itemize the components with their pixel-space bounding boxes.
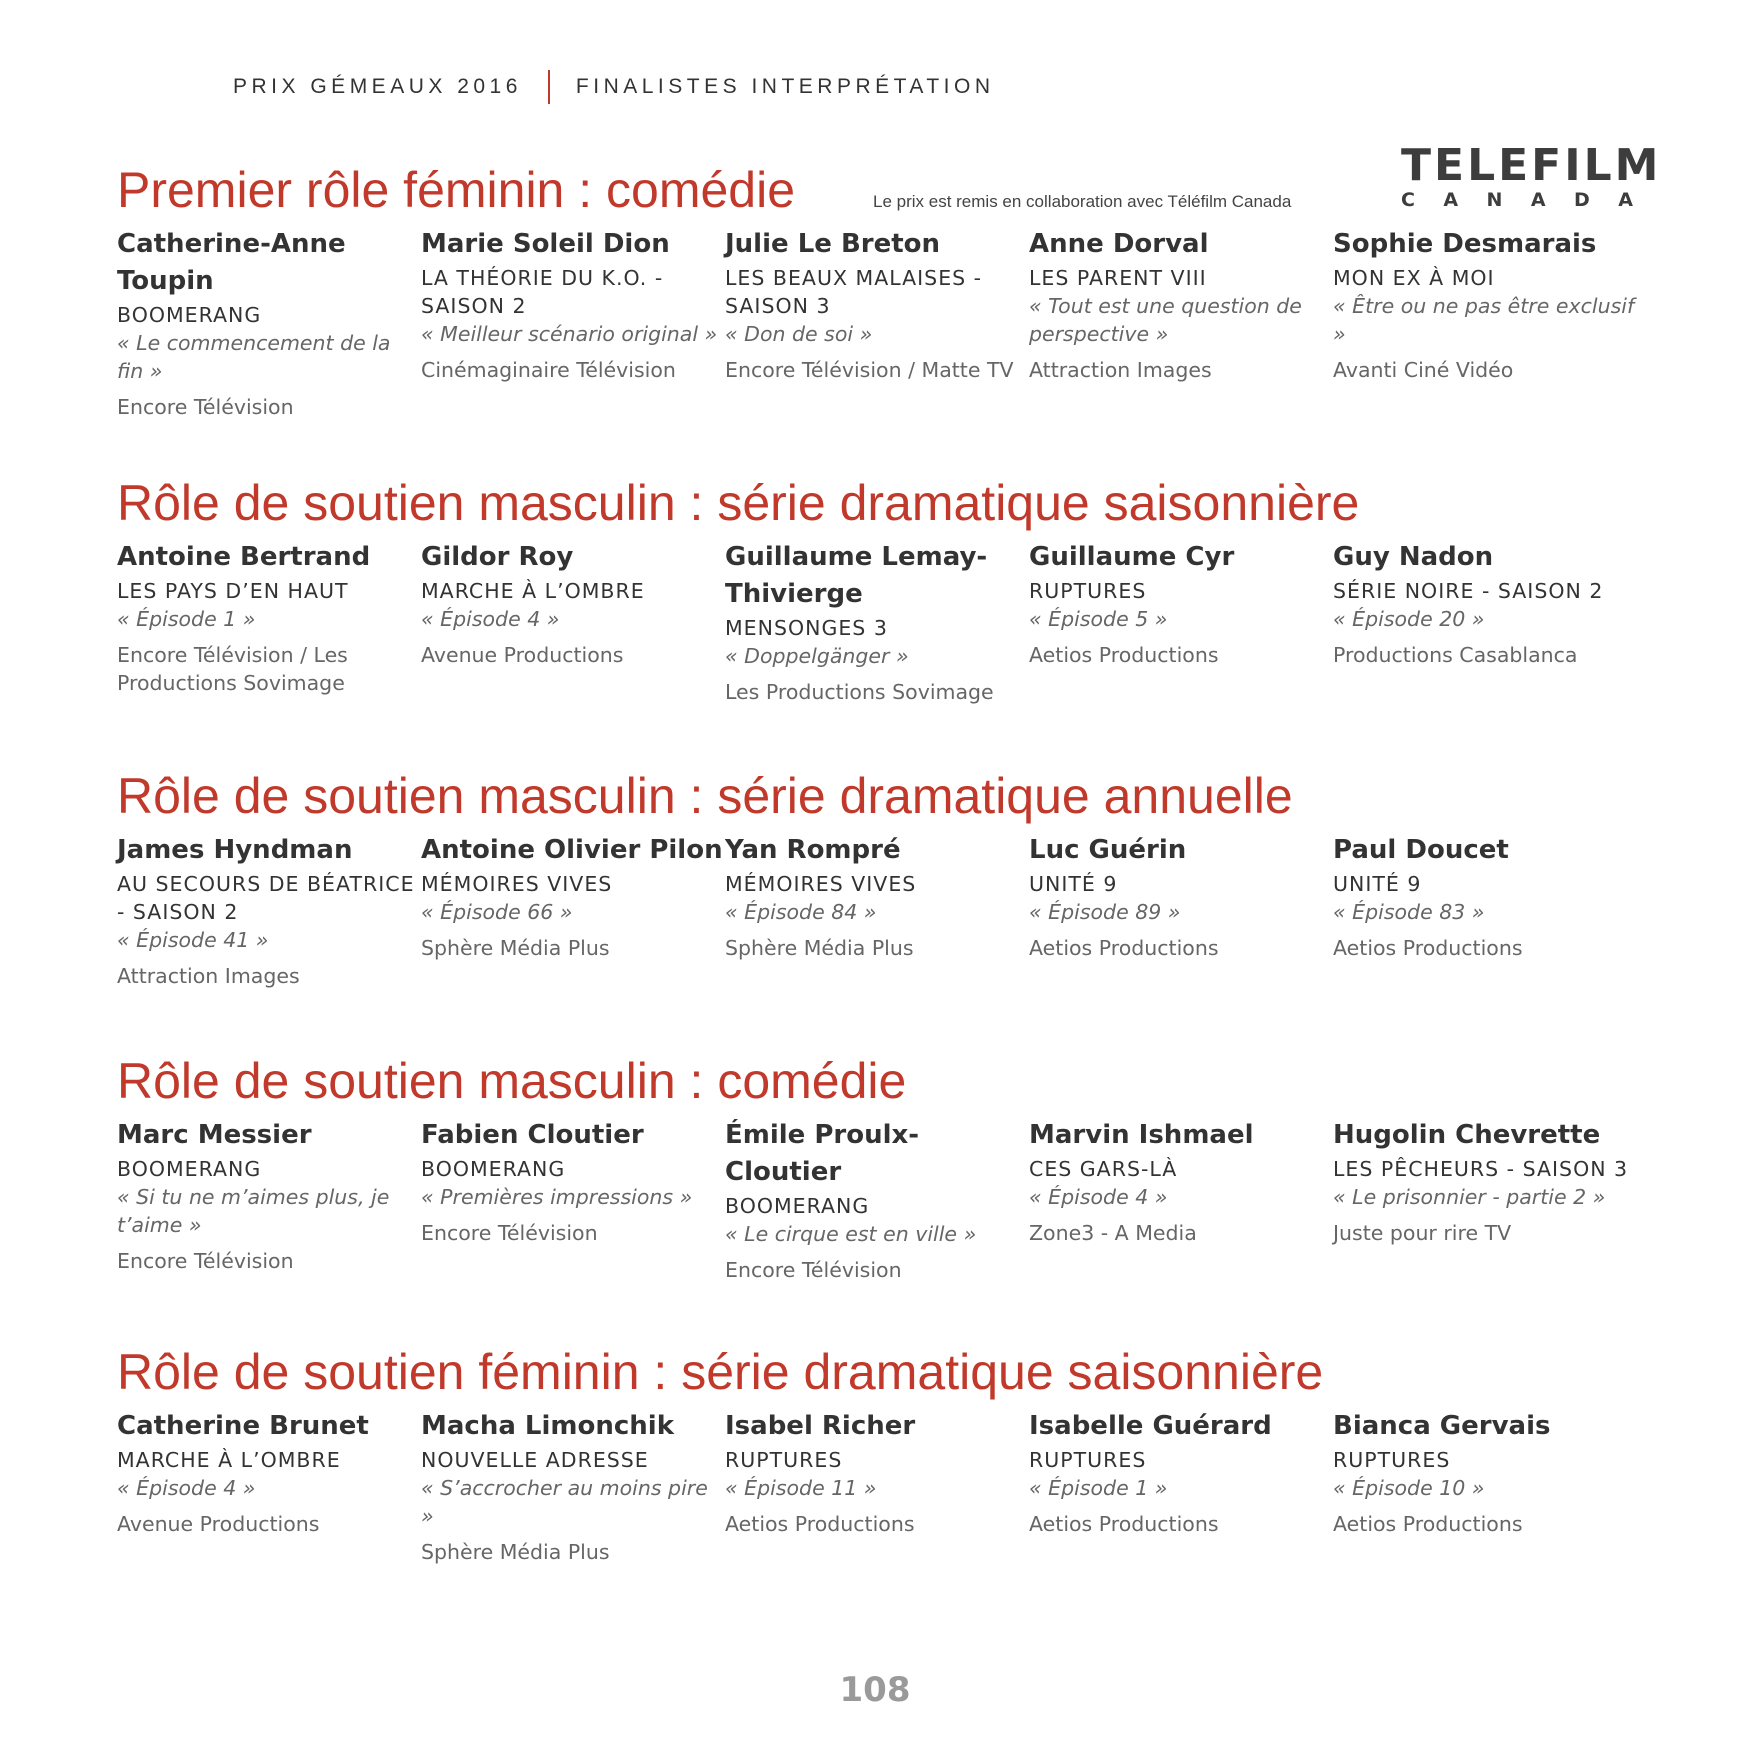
nominee-card: [1333, 1117, 1637, 1284]
nominee-card: [421, 832, 725, 990]
show-title: RUPTURES: [725, 1448, 843, 1472]
nominee-card: [725, 539, 1029, 706]
episode-title: « Épisode 1 »: [117, 607, 256, 631]
show-title: BOOMERANG: [421, 1157, 566, 1181]
nominee-name: Macha Limonchik: [421, 1411, 675, 1441]
nominee-name: Marie Soleil Dion: [421, 229, 670, 259]
show-title: SÉRIE NOIRE - SAISON 2: [1333, 579, 1604, 603]
nominee-card: [1333, 832, 1637, 990]
nominee-card: [1029, 832, 1333, 990]
nominee-name: James Hyndman: [117, 835, 353, 865]
episode-title: « Épisode 4 »: [1029, 1185, 1168, 1209]
show-title: LES PARENT VIII: [1029, 266, 1207, 290]
producer-name: Avenue Productions: [421, 643, 624, 667]
collaboration-note: Le prix est remis en collaboration avec Téléfilm Canada: [873, 192, 1292, 211]
episode-title: « Le commencement de la fin »: [117, 331, 391, 383]
producer-name: Sphère Média Plus: [725, 936, 914, 960]
episode-title: « Meilleur scénario original »: [421, 322, 718, 346]
producer-name: Aetios Productions: [725, 1512, 915, 1536]
episode-title: « Épisode 10 »: [1333, 1476, 1485, 1500]
producer-name: Aetios Productions: [1029, 1512, 1219, 1536]
show-title: UNITÉ 9: [1029, 872, 1118, 896]
episode-title: « Épisode 41 »: [117, 928, 269, 952]
nominee-name: Marvin Ishmael: [1029, 1120, 1254, 1150]
show-title: RUPTURES: [1029, 1448, 1147, 1472]
nominee-name: Bianca Gervais: [1333, 1411, 1551, 1441]
nominee-card: [1029, 1408, 1333, 1566]
nominee-card: [725, 1408, 1029, 1566]
nominee-name: Marc Messier: [117, 1120, 312, 1150]
producer-name: Les Productions Sovimage: [725, 680, 994, 704]
show-title: LA THÉORIE DU K.O. - SAISON 2: [421, 266, 664, 318]
show-title: MÉMOIRES VIVES: [421, 872, 613, 896]
episode-title: « Être ou ne pas être exclusif »: [1333, 294, 1635, 346]
nominee-card: [1333, 226, 1637, 421]
category-section: [117, 473, 1637, 706]
category-section: [117, 160, 1637, 421]
episode-title: « Épisode 83 »: [1333, 900, 1485, 924]
episode-title: « Doppelgänger »: [725, 644, 909, 668]
nominee-name: Catherine Brunet: [117, 1411, 369, 1441]
nominee-row: [117, 226, 1637, 421]
episode-title: « Épisode 4 »: [117, 1476, 256, 1500]
logo-letter: C: [1401, 189, 1415, 211]
show-title: RUPTURES: [1333, 1448, 1451, 1472]
nominee-card: [117, 1408, 421, 1566]
producer-name: Encore Télévision: [421, 1221, 598, 1245]
nominee-card: [117, 1117, 421, 1284]
nominee-card: [117, 539, 421, 706]
nominee-name: Catherine-Anne Toupin: [117, 229, 346, 296]
logo-letter: N: [1486, 189, 1503, 211]
show-title: RUPTURES: [1029, 579, 1147, 603]
episode-title: « Premières impressions »: [421, 1185, 693, 1209]
show-title: MARCHE À L’OMBRE: [117, 1448, 341, 1472]
nominee-name: Antoine Bertrand: [117, 542, 371, 572]
nominee-name: Isabelle Guérard: [1029, 1411, 1272, 1441]
producer-name: Attraction Images: [1029, 358, 1212, 382]
episode-title: « Don de soi »: [725, 322, 873, 346]
show-title: LES PÊCHEURS - SAISON 3: [1333, 1157, 1629, 1181]
episode-title: « Épisode 1 »: [1029, 1476, 1168, 1500]
logo-letter: A: [1530, 189, 1546, 211]
category-title: Rôle de soutien masculin : série dramatique saisonnière: [117, 475, 1360, 531]
nominee-card: [1029, 539, 1333, 706]
episode-title: « Le cirque est en ville »: [725, 1222, 977, 1246]
nominee-name: Paul Doucet: [1333, 835, 1509, 865]
nominee-card: [421, 226, 725, 421]
show-title: BOOMERANG: [725, 1194, 870, 1218]
episode-title: « Épisode 84 »: [725, 900, 877, 924]
episode-title: « Le prisonnier - partie 2 »: [1333, 1185, 1606, 1209]
show-title: BOOMERANG: [117, 1157, 262, 1181]
nominee-row: [117, 832, 1637, 990]
show-title: UNITÉ 9: [1333, 872, 1422, 896]
producer-name: Aetios Productions: [1029, 936, 1219, 960]
producer-name: Sphère Média Plus: [421, 936, 610, 960]
show-title: MENSONGES 3: [725, 616, 888, 640]
nominee-card: [1029, 1117, 1333, 1284]
nominee-name: Guillaume Lemay-Thivierge: [725, 542, 988, 609]
producer-name: Zone3 - A Media: [1029, 1221, 1197, 1245]
nominee-row: [117, 539, 1637, 706]
header-divider: [548, 70, 550, 104]
show-title: LES BEAUX MALAISES - SAISON 3: [725, 266, 983, 318]
nominee-card: [421, 1117, 725, 1284]
nominee-card: [117, 226, 421, 421]
episode-title: « Épisode 4 »: [421, 607, 560, 631]
producer-name: Attraction Images: [117, 964, 300, 988]
category-title: Premier rôle féminin : comédie: [117, 162, 796, 218]
nominee-card: [1333, 1408, 1637, 1566]
producer-name: Encore Télévision / Matte TV: [725, 358, 1014, 382]
producer-name: Encore Télévision: [117, 1249, 294, 1273]
nominee-card: [725, 226, 1029, 421]
show-title: MON EX À MOI: [1333, 266, 1495, 290]
producer-name: Encore Télévision: [725, 1258, 902, 1282]
nominee-name: Antoine Olivier Pilon: [421, 835, 723, 865]
nominee-name: Guy Nadon: [1333, 542, 1494, 572]
episode-title: « Épisode 66 »: [421, 900, 573, 924]
header-event-title: PRIX GÉMEAUX 2016: [233, 75, 522, 98]
nominee-card: [1333, 539, 1637, 706]
header-section-title: FINALISTES INTERPRÉTATION: [575, 75, 995, 98]
show-title: CES GARS-LÀ: [1029, 1157, 1178, 1181]
episode-title: « Épisode 5 »: [1029, 607, 1168, 631]
episode-title: « Épisode 11 »: [725, 1476, 877, 1500]
episode-title: « Épisode 89 »: [1029, 900, 1181, 924]
page-number: 108: [839, 1670, 911, 1710]
page-header: [233, 70, 995, 104]
category-title: Rôle de soutien masculin : comédie: [117, 1053, 907, 1109]
producer-name: Aetios Productions: [1333, 936, 1523, 960]
producer-name: Encore Télévision / Les Productions Sovimage: [117, 643, 348, 695]
producer-name: Productions Casablanca: [1333, 643, 1578, 667]
episode-title: « Si tu ne m’aimes plus, je t’aime »: [117, 1185, 390, 1237]
nominee-row: [117, 1117, 1637, 1284]
producer-name: Sphère Média Plus: [421, 1540, 610, 1564]
show-title: NOUVELLE ADRESSE: [421, 1448, 649, 1472]
logo-letter: A: [1443, 189, 1459, 211]
episode-title: « S’accrocher au moins pire »: [421, 1476, 708, 1528]
category-section: [117, 766, 1637, 990]
category-title: Rôle de soutien féminin : série dramatique saisonnière: [117, 1344, 1324, 1400]
nominee-card: [1029, 226, 1333, 421]
nominee-name: Hugolin Chevrette: [1333, 1120, 1601, 1150]
nominee-name: Julie Le Breton: [725, 229, 941, 259]
category-section: [117, 1342, 1637, 1566]
producer-name: Encore Télévision: [117, 395, 294, 419]
nominee-card: [421, 1408, 725, 1566]
logo-letter: A: [1618, 189, 1633, 211]
show-title: MARCHE À L’OMBRE: [421, 579, 645, 603]
nominee-name: Fabien Cloutier: [421, 1120, 644, 1150]
nominee-name: Isabel Richer: [725, 1411, 916, 1441]
nominee-name: Yan Rompré: [725, 835, 901, 865]
nominee-name: Émile Proulx-Cloutier: [725, 1120, 920, 1187]
producer-name: Cinémaginaire Télévision: [421, 358, 676, 382]
show-title: AU SECOURS DE BÉATRICE - SAISON 2: [117, 872, 415, 924]
nominee-card: [117, 832, 421, 990]
show-title: MÉMOIRES VIVES: [725, 872, 917, 896]
category-title: Rôle de soutien masculin : série dramatique annuelle: [117, 768, 1293, 824]
nominee-name: Guillaume Cyr: [1029, 542, 1235, 572]
nominee-card: [725, 832, 1029, 990]
nominee-name: Anne Dorval: [1029, 229, 1209, 259]
nominee-name: Gildor Roy: [421, 542, 574, 572]
producer-name: Aetios Productions: [1333, 1512, 1523, 1536]
producer-name: Juste pour rire TV: [1333, 1221, 1512, 1245]
show-title: BOOMERANG: [117, 303, 262, 327]
episode-title: « Tout est une question de perspective »: [1029, 294, 1302, 346]
nominee-row: [117, 1408, 1637, 1566]
logo-letter: D: [1574, 189, 1590, 211]
producer-name: Avanti Ciné Vidéo: [1333, 358, 1514, 382]
nominee-card: [725, 1117, 1029, 1284]
producer-name: Aetios Productions: [1029, 643, 1219, 667]
logo-wordmark: TELEFILM: [1401, 140, 1662, 191]
nominee-name: Luc Guérin: [1029, 835, 1187, 865]
nominee-card: [421, 539, 725, 706]
producer-name: Avenue Productions: [117, 1512, 320, 1536]
show-title: LES PAYS D’EN HAUT: [117, 579, 349, 603]
episode-title: « Épisode 20 »: [1333, 607, 1485, 631]
category-section: [117, 1051, 1637, 1284]
nominee-name: Sophie Desmarais: [1333, 229, 1597, 259]
